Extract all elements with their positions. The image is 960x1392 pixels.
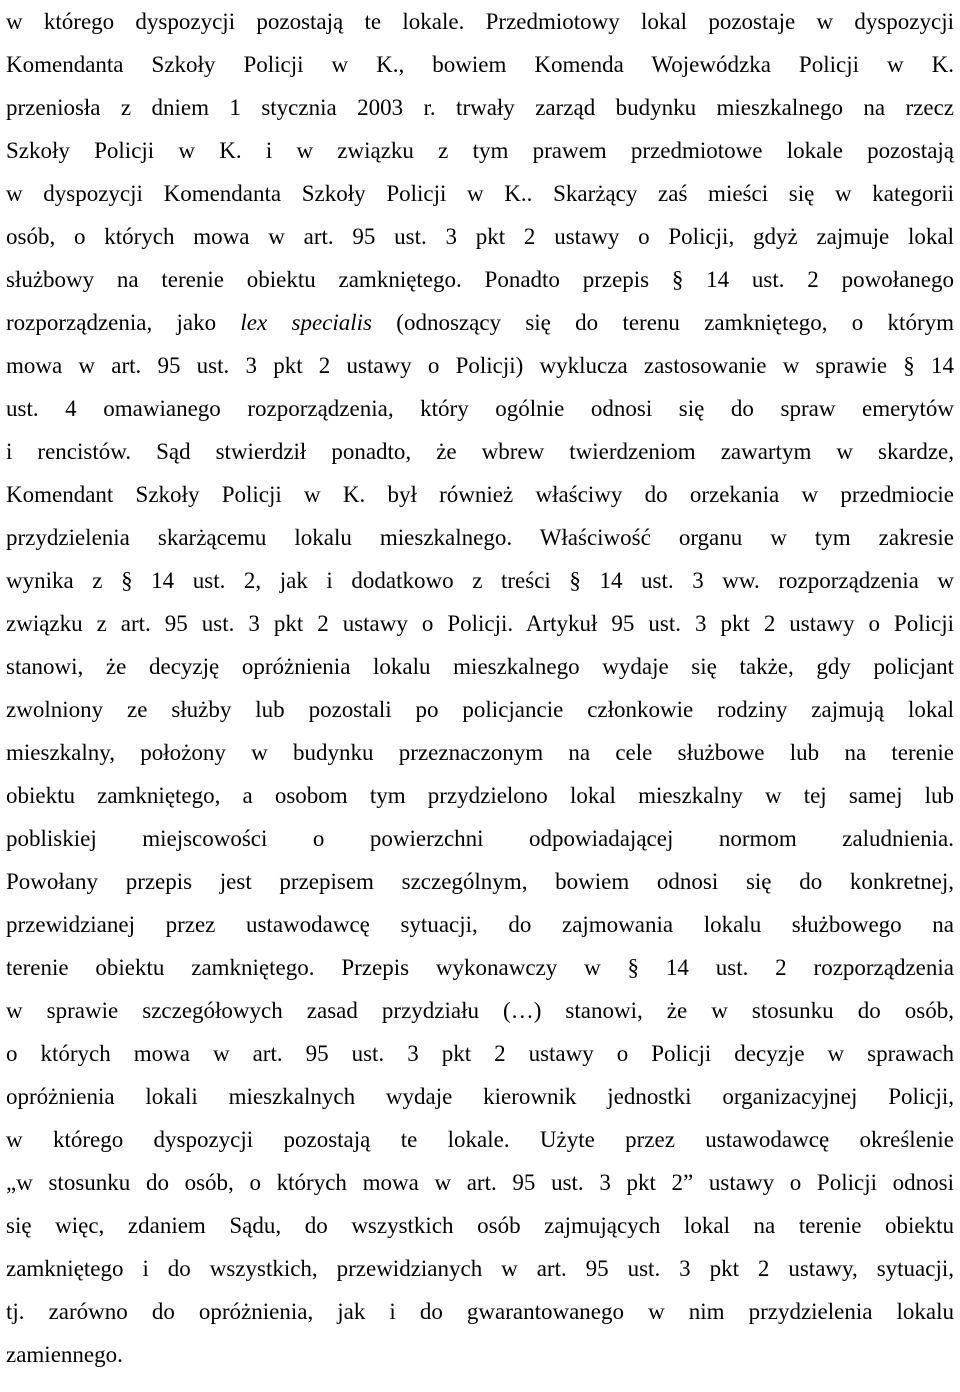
text-line: mowa w art. 95 ust. 3 pkt 2 ustawy o Policji) wyklucza zastosowanie w sprawie § 14 (6, 353, 954, 378)
text-line: wynika z § 14 ust. 2, jak i dodatkowo z treści § 14 ust. 3 ww. rozporządzenia w (6, 568, 954, 593)
text-line: w którego dyspozycji pozostają te lokale. Przedmiotowy lokal pozostaje w dyspozycji (6, 9, 954, 34)
text-line: służbowy na terenie obiektu zamkniętego. Ponadto przepis § 14 ust. 2 powołanego (6, 267, 954, 292)
text-line (6, 301, 954, 345)
text-line: Komendanta Szkoły Policji w K., bowiem Komenda Wojewódzka Policji w K. (6, 52, 954, 77)
text-line: Powołany przepis jest przepisem szczególnym, bowiem odnosi się do konkretnej, (6, 869, 954, 894)
document-page (6, 0, 954, 1392)
text-line: stanowi, że decyzję opróżnienia lokalu mieszkalnego wydaje się także, gdy policjant (6, 654, 954, 679)
text-line: „w stosunku do osób, o których mowa w art. 95 ust. 3 pkt 2” ustawy o Policji odnosi (6, 1170, 954, 1195)
text-segment: rozporządzenia, jako (6, 310, 241, 335)
text-line: zamkniętego i do wszystkich, przewidzianych w art. 95 ust. 3 pkt 2 ustawy, sytuacji, (6, 1256, 954, 1281)
text-line: osób, o których mowa w art. 95 ust. 3 pkt 2 ustawy o Policji, gdyż zajmuje lokal (6, 224, 954, 249)
text-line: mieszkalny, położony w budynku przeznaczonym na cele służbowe lub na terenie (6, 740, 954, 765)
italic-term: lex specialis (240, 310, 372, 335)
text-line: ust. 4 omawianego rozporządzenia, który ogólnie odnosi się do spraw emerytów (6, 396, 954, 421)
text-line: opróżnienia lokali mieszkalnych wydaje kierownik jednostki organizacyjnej Policji, (6, 1084, 954, 1109)
text-line: przydzielenia skarżącemu lokalu mieszkalnego. Właściwość organu w tym zakresie (6, 525, 954, 550)
text-line: tj. zarówno do opróżnienia, jak i do gwarantowanego w nim przydzielenia lokalu (6, 1299, 954, 1324)
text-line: przeniosła z dniem 1 stycznia 2003 r. trwały zarząd budynku mieszkalnego na rzecz (6, 95, 954, 120)
text-line: Szkoły Policji w K. i w związku z tym prawem przedmiotowe lokale pozostają (6, 138, 954, 163)
text-line: w dyspozycji Komendanta Szkoły Policji w K.. Skarżący zaś mieści się w kategorii (6, 181, 954, 206)
text-line: pobliskiej miejscowości o powierzchni odpowiadającej normom zaludnienia. (6, 826, 954, 851)
text-segment: (odnoszący się do terenu zamkniętego, o którym (372, 310, 955, 335)
text-line: związku z art. 95 ust. 3 pkt 2 ustawy o Policji. Artykuł 95 ust. 3 pkt 2 ustawy o Policji (6, 611, 954, 636)
text-line: terenie obiektu zamkniętego. Przepis wykonawczy w § 14 ust. 2 rozporządzenia (6, 955, 954, 980)
text-line: się więc, zdaniem Sądu, do wszystkich osób zajmujących lokal na terenie obiektu (6, 1213, 954, 1238)
text-line: zwolniony ze służby lub pozostali po policjancie członkowie rodziny zajmują lokal (6, 697, 954, 722)
text-line: i rencistów. Sąd stwierdził ponadto, że wbrew twierdzeniom zawartym w skardze, (6, 439, 954, 464)
text-line: Komendant Szkoły Policji w K. był również właściwy do orzekania w przedmiocie (6, 482, 954, 507)
text-line: zamiennego. (6, 1342, 123, 1367)
text-line: w którego dyspozycji pozostają te lokale. Użyte przez ustawodawcę określenie (6, 1127, 954, 1152)
text-line: przewidzianej przez ustawodawcę sytuacji, do zajmowania lokalu służbowego na (6, 912, 954, 937)
text-line: obiektu zamkniętego, a osobom tym przydzielono lokal mieszkalny w tej samej lub (6, 783, 954, 808)
text-line: w sprawie szczegółowych zasad przydziału (…) stanowi, że w stosunku do osób, (6, 998, 954, 1023)
text-line: o których mowa w art. 95 ust. 3 pkt 2 ustawy o Policji decyzje w sprawach (6, 1041, 954, 1066)
